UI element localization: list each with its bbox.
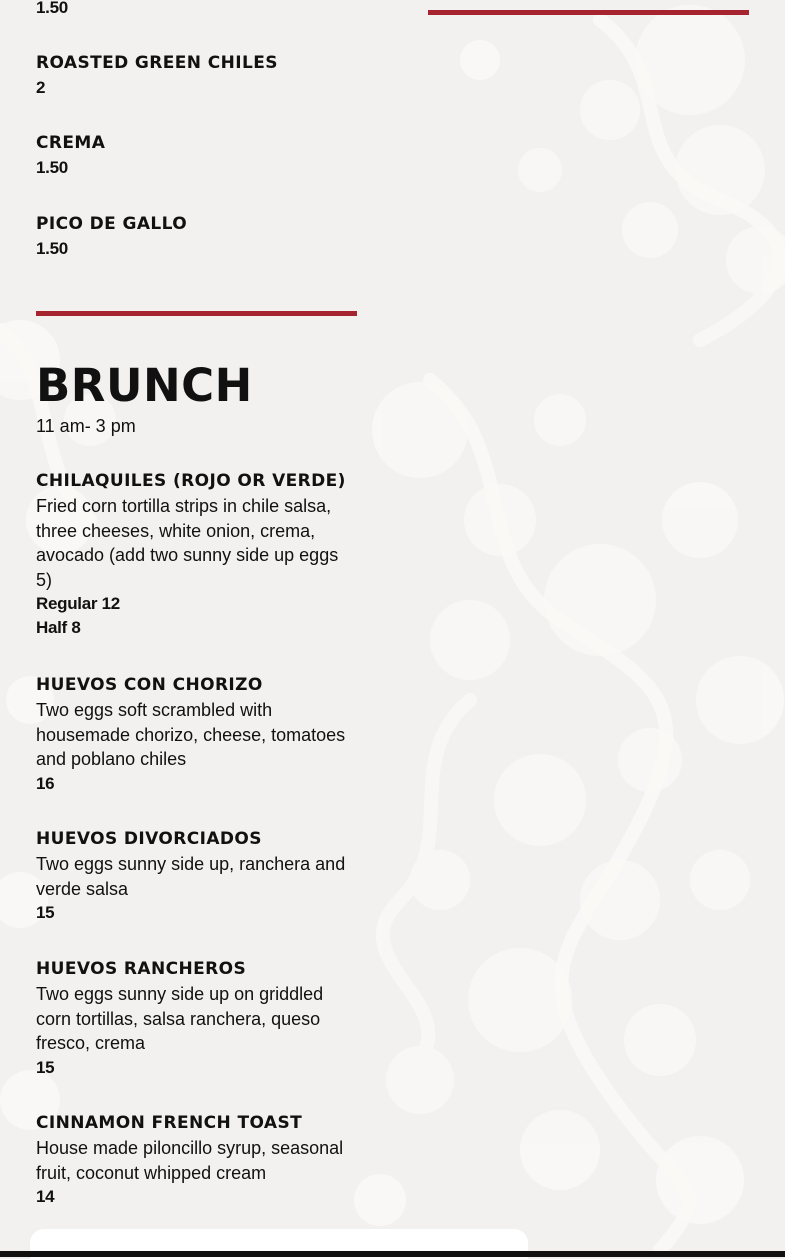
item-description [36, 1136, 356, 1185]
item-name: HUEVOS DIVORCIADOS [36, 829, 262, 849]
addon-price: 2 [36, 78, 46, 97]
item-description [36, 852, 356, 901]
description-line: Two eggs sunny side up on griddled [36, 984, 324, 1004]
previous-item-price: 1.50 [36, 0, 68, 17]
addon-item [36, 50, 366, 100]
item-name: HUEVOS RANCHEROS [36, 959, 247, 979]
addon-name: PICO DE GALLO [36, 214, 188, 234]
description-line: three cheeses, white onion, crema, [36, 520, 316, 541]
description-line: verde salsa [36, 878, 129, 899]
item-name: CHILAQUILES (ROJO OR VERDE) [36, 471, 346, 491]
addon-name: ROASTED GREEN CHILES [36, 53, 278, 73]
description-line: Fried corn tortilla strips in chile salsa, [36, 496, 332, 516]
addon-price: 1.50 [36, 239, 68, 258]
item-name: HUEVOS CON CHORIZO [36, 675, 263, 695]
item-description [36, 698, 356, 772]
section-hours: 11 am- 3 pm [36, 416, 136, 436]
description-line: Two eggs sunny side up, ranchera and [36, 854, 346, 874]
bottom-edge-bar [0, 1251, 785, 1257]
section-divider-right [428, 10, 749, 15]
item-price-regular: Regular 12 [36, 594, 120, 613]
description-line: housemade chorizo, cheese, tomatoes [36, 724, 346, 745]
addon-price: 1.50 [36, 158, 68, 177]
addon-name: CREMA [36, 133, 106, 153]
item-price: 15 [36, 903, 55, 922]
item-price: 16 [36, 773, 55, 793]
description-line: House made piloncillo syrup, seasonal [36, 1138, 344, 1158]
menu-item-huevos-rancheros [36, 956, 366, 1080]
menu-item-cinnamon-french-toast [36, 1110, 366, 1209]
description-line: Two eggs soft scrambled with [36, 700, 273, 720]
item-description [36, 494, 356, 592]
menu-item-huevos-divorciados [36, 826, 366, 925]
item-price: 14 [36, 1187, 55, 1206]
menu-item-chilaquiles [36, 468, 366, 640]
item-price: 15 [36, 1057, 55, 1077]
item-name: CINNAMON FRENCH TOAST [36, 1113, 303, 1133]
description-line: fruit, coconut whipped cream [36, 1162, 267, 1183]
addon-item [36, 211, 366, 261]
item-description [36, 982, 356, 1056]
section-divider-left [36, 311, 357, 316]
description-line: corn tortillas, salsa ranchera, queso [36, 1008, 321, 1029]
description-line: and poblano chiles [36, 749, 187, 769]
description-line: 5) [36, 569, 53, 590]
addon-item [36, 130, 366, 180]
section-title-brunch: BRUNCH [36, 359, 253, 412]
item-price-half: Half 8 [36, 618, 81, 637]
menu-item-huevos-con-chorizo [36, 672, 366, 796]
description-line: fresco, crema [36, 1033, 146, 1053]
description-line: avocado (add two sunny side up eggs [36, 545, 339, 565]
